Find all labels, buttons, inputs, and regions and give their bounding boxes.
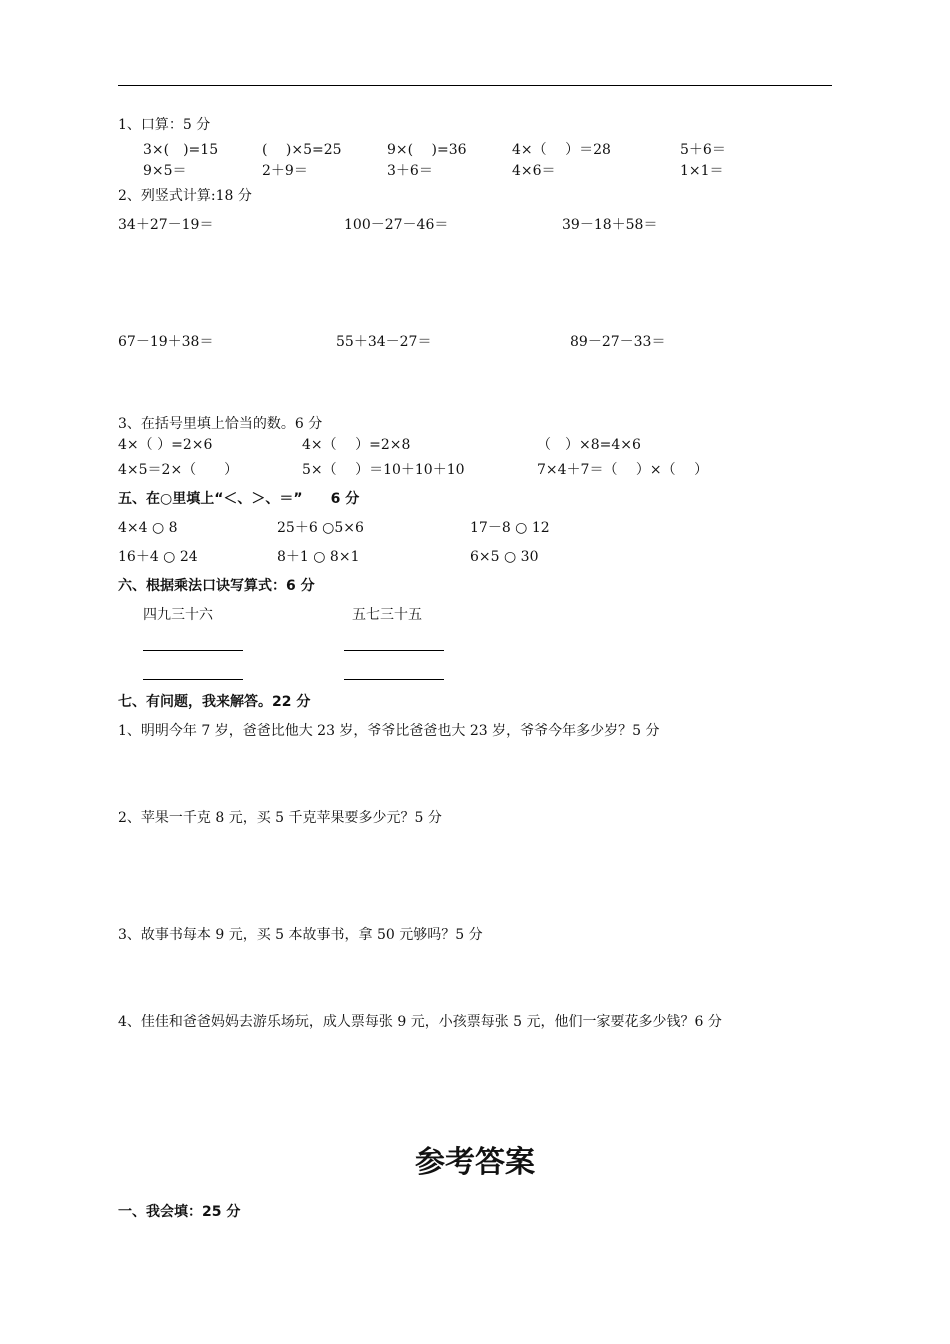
fill-bracket-item: 4×5＝2×（ ） [118,462,239,478]
vertical-calc-item: 67－19＋38＝ [118,334,214,350]
top-rule [118,85,832,86]
compare-item: 16＋4 ○ 24 [118,549,198,565]
vertical-calc-item: 89－27－33＝ [570,334,666,350]
answer-key-title: 参考答案 [415,1145,535,1180]
answer-line [344,679,444,680]
section-2-heading: 2、列竖式计算:18 分 [118,188,252,204]
oral-item: 2＋9＝ [262,163,308,179]
section-5-heading: 五、在○里填上“＜、＞、＝” 6 分 [118,491,360,507]
oral-item: 5＋6＝ [680,142,726,158]
oral-item: 1×1＝ [680,163,724,179]
oral-item: 9×5＝ [143,163,187,179]
compare-item: 8＋1 ○ 8×1 [277,549,360,565]
word-problem: 2、苹果一千克 8 元，买 5 千克苹果要多少元？5 分 [118,810,442,826]
compare-item: 25＋6 ○5×6 [277,520,364,536]
word-problem: 3、故事书每本 9 元，买 5 本故事书，拿 50 元够吗？5 分 [118,927,483,943]
answer-line [143,679,243,680]
oral-item: ( )×5=25 [262,142,342,158]
compare-item: 6×5 ○ 30 [470,549,539,565]
oral-item: 3×( )=15 [143,142,219,158]
vertical-calc-item: 39－18＋58＝ [562,217,658,233]
section-3-heading: 3、在括号里填上恰当的数。6 分 [118,416,323,432]
vertical-calc-item: 55＋34－27＝ [336,334,432,350]
section-7-heading: 七、有问题，我来解答。22 分 [118,694,311,710]
compare-item: 17－8 ○ 12 [470,520,550,536]
answer-section-1-heading: 一、我会填：25 分 [118,1204,241,1220]
fill-bracket-item: 5×（ ）＝10＋10＋10 [302,462,465,478]
multiplication-rhyme: 四九三十六 [143,607,213,623]
fill-bracket-item: （ ）×8=4×6 [537,437,641,453]
oral-item: 4×（ ）＝28 [512,142,611,158]
oral-item: 4×6＝ [512,163,556,179]
fill-bracket-item: 4×（ ）=2×8 [302,437,411,453]
compare-item: 4×4 ○ 8 [118,520,178,536]
word-problem: 4、佳佳和爸爸妈妈去游乐场玩，成人票每张 9 元，小孩票每张 5 元，他们一家要花多少钱？6 分 [118,1014,722,1030]
answer-line [344,650,444,651]
fill-bracket-item: 4×（ ）=2×6 [118,437,213,453]
vertical-calc-item: 34＋27－19＝ [118,217,214,233]
fill-bracket-item: 7×4＋7＝（ ）×（ ） [537,462,709,478]
answer-line [143,650,243,651]
section-1-heading: 1、口算：5 分 [118,117,211,133]
multiplication-rhyme: 五七三十五 [352,607,422,623]
section-6-heading: 六、根据乘法口诀写算式：6 分 [118,578,315,594]
oral-item: 9×( )=36 [387,142,467,158]
vertical-calc-item: 100－27－46＝ [344,217,449,233]
word-problem: 1、明明今年 7 岁，爸爸比他大 23 岁，爷爷比爸爸也大 23 岁，爷爷今年多少岁？5 分 [118,723,660,739]
oral-item: 3＋6＝ [387,163,433,179]
